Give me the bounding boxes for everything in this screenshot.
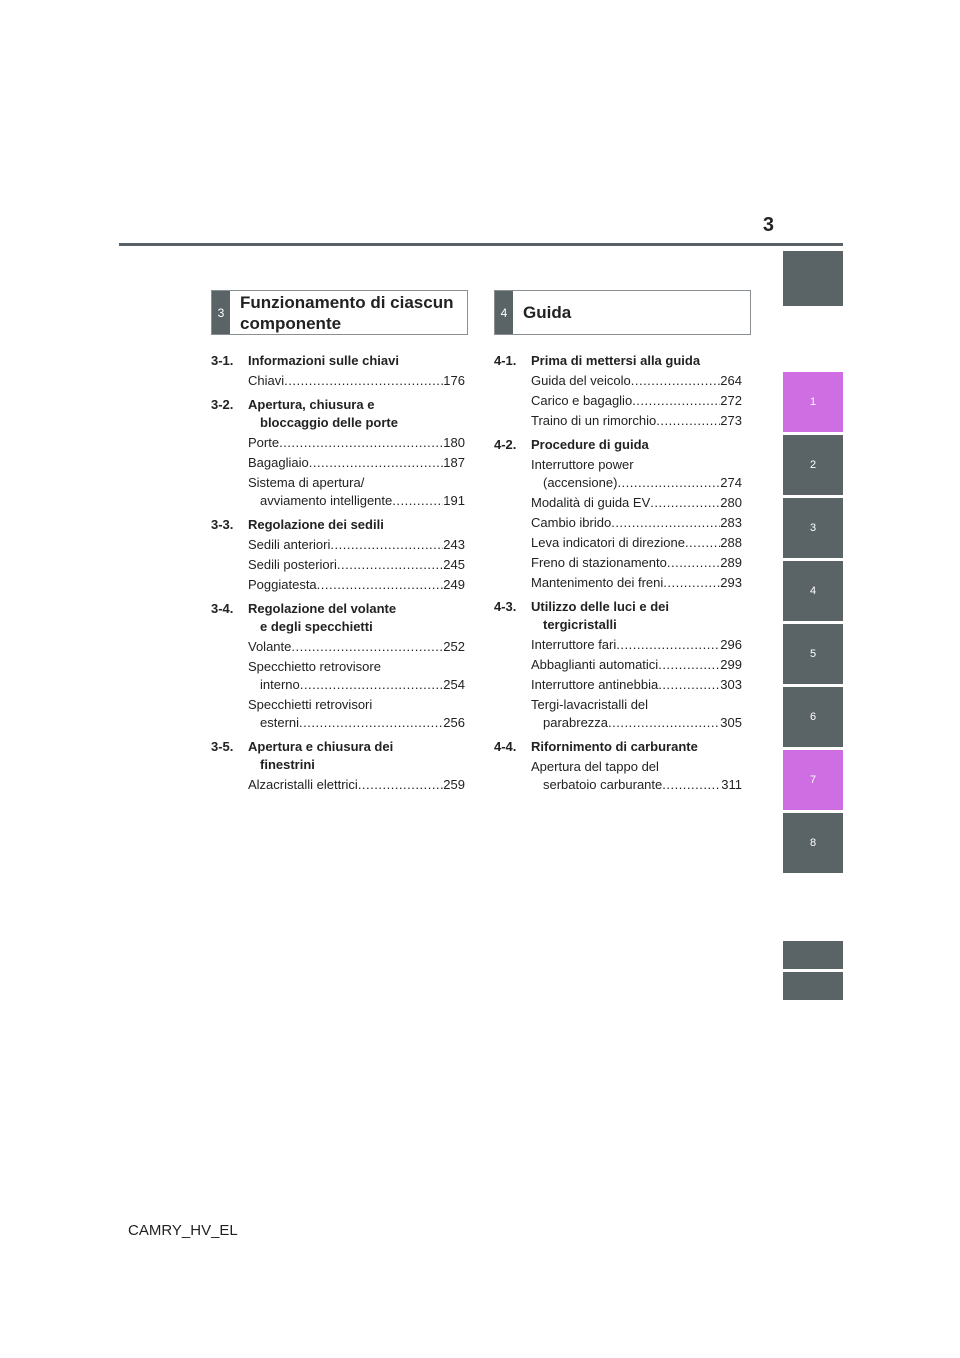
toc-entry[interactable]: Leva indicatori di direzione ..... 288 — [494, 534, 742, 552]
side-tab-4[interactable]: 4 — [783, 561, 843, 621]
toc-entry[interactable]: Freno di stazionamento ..... 289 — [494, 554, 742, 572]
toc-entry[interactable]: Tergi-lavacristalli del parabrezza ..... 305 — [494, 696, 742, 732]
toc-section-heading[interactable]: 3-5. Apertura e chiusura dei finestrini — [211, 739, 394, 772]
section-title: Guida — [523, 303, 572, 322]
page-number: 3 — [762, 214, 774, 236]
side-tab-blank-2[interactable] — [783, 972, 843, 1000]
toc-entry[interactable]: Sistema di apertura/ avviamento intelligente ..... 191 — [211, 474, 465, 510]
toc-entry[interactable]: Alzacristalli elettrici ..... 259 — [211, 776, 465, 794]
side-tab-3[interactable]: 3 — [783, 498, 843, 558]
top-rule — [119, 243, 843, 246]
side-tab-7[interactable]: 7 — [783, 750, 843, 810]
toc-entry[interactable]: Mantenimento dei freni ..... 293 — [494, 574, 742, 592]
toc-column-right — [494, 352, 742, 796]
toc-entry[interactable]: Poggiatesta ..... 249 — [211, 576, 465, 594]
toc-section-heading[interactable]: 3-2. Apertura, chiusura e bloccaggio delle porte — [211, 397, 398, 430]
toc-entry[interactable]: Volante ..... 252 — [211, 638, 465, 656]
toc-section-heading[interactable]: 4-1. Prima di mettersi alla guida — [494, 353, 701, 368]
toc-entry[interactable]: Sedili anteriori ..... 243 — [211, 536, 465, 554]
toc-column-left — [211, 352, 465, 796]
section-header-left — [211, 290, 468, 335]
toc-section-heading[interactable]: 3-3. Regolazione dei sedili — [211, 517, 384, 532]
side-tab-8[interactable]: 8 — [783, 813, 843, 873]
toc-entry[interactable]: Interruttore power (accensione) ..... 274 — [494, 456, 742, 492]
side-tab-2[interactable]: 2 — [783, 435, 843, 495]
toc-entry[interactable]: Modalità di guida EV ..... 280 — [494, 494, 742, 512]
toc-entry[interactable]: Interruttore antinebbia ..... 303 — [494, 676, 742, 694]
side-tab-1[interactable]: 1 — [783, 372, 843, 432]
toc-entry[interactable]: Specchietto retrovisore interno ..... 254 — [211, 658, 465, 694]
section-header-right — [494, 290, 751, 335]
footer-code: CAMRY_HV_EL — [128, 1222, 238, 1239]
toc-entry[interactable]: Interruttore fari ..... 296 — [494, 636, 742, 654]
toc-entry[interactable]: Apertura del tappo del serbatoio carburante ..... 311 — [494, 758, 742, 794]
section-title: Funzionamento di ciascun componente — [240, 292, 454, 333]
side-tab-5[interactable]: 5 — [783, 624, 843, 684]
side-tab-6[interactable]: 6 — [783, 687, 843, 747]
side-tab-blank-1[interactable] — [783, 941, 843, 969]
toc-entry[interactable]: Guida del veicolo ..... 264 — [494, 372, 742, 390]
toc-section-heading[interactable]: 3-4. Regolazione del volante e degli specchietti — [211, 601, 397, 634]
toc-section-heading[interactable]: 3-1. Informazioni sulle chiavi — [211, 353, 399, 368]
toc-entry[interactable]: Specchietti retrovisori esterni ..... 256 — [211, 696, 465, 732]
toc-entry[interactable]: Porte ..... 180 — [211, 434, 465, 452]
toc-entry[interactable]: Sedili posteriori ..... 245 — [211, 556, 465, 574]
toc-entry[interactable]: Abbaglianti automatici ..... 299 — [494, 656, 742, 674]
side-tab-blank-top[interactable] — [783, 251, 843, 306]
toc-entry[interactable]: Bagagliaio ..... 187 — [211, 454, 465, 472]
toc-entry[interactable]: Traino di un rimorchio ..... 273 — [494, 412, 742, 430]
toc-section-heading[interactable]: 4-2. Procedure di guida — [494, 437, 649, 452]
toc-section-heading[interactable]: 4-3. Utilizzo delle luci e dei tergicristalli — [494, 599, 669, 632]
section-number-badge: 4 — [495, 291, 513, 334]
section-number-badge: 3 — [212, 291, 230, 334]
toc-entry[interactable]: Carico e bagaglio ..... 272 — [494, 392, 742, 410]
toc-entry[interactable]: Chiavi ..... 176 — [211, 372, 465, 390]
toc-section-heading[interactable]: 4-4. Rifornimento di carburante — [494, 739, 698, 754]
toc-entry[interactable]: Cambio ibrido ..... 283 — [494, 514, 742, 532]
